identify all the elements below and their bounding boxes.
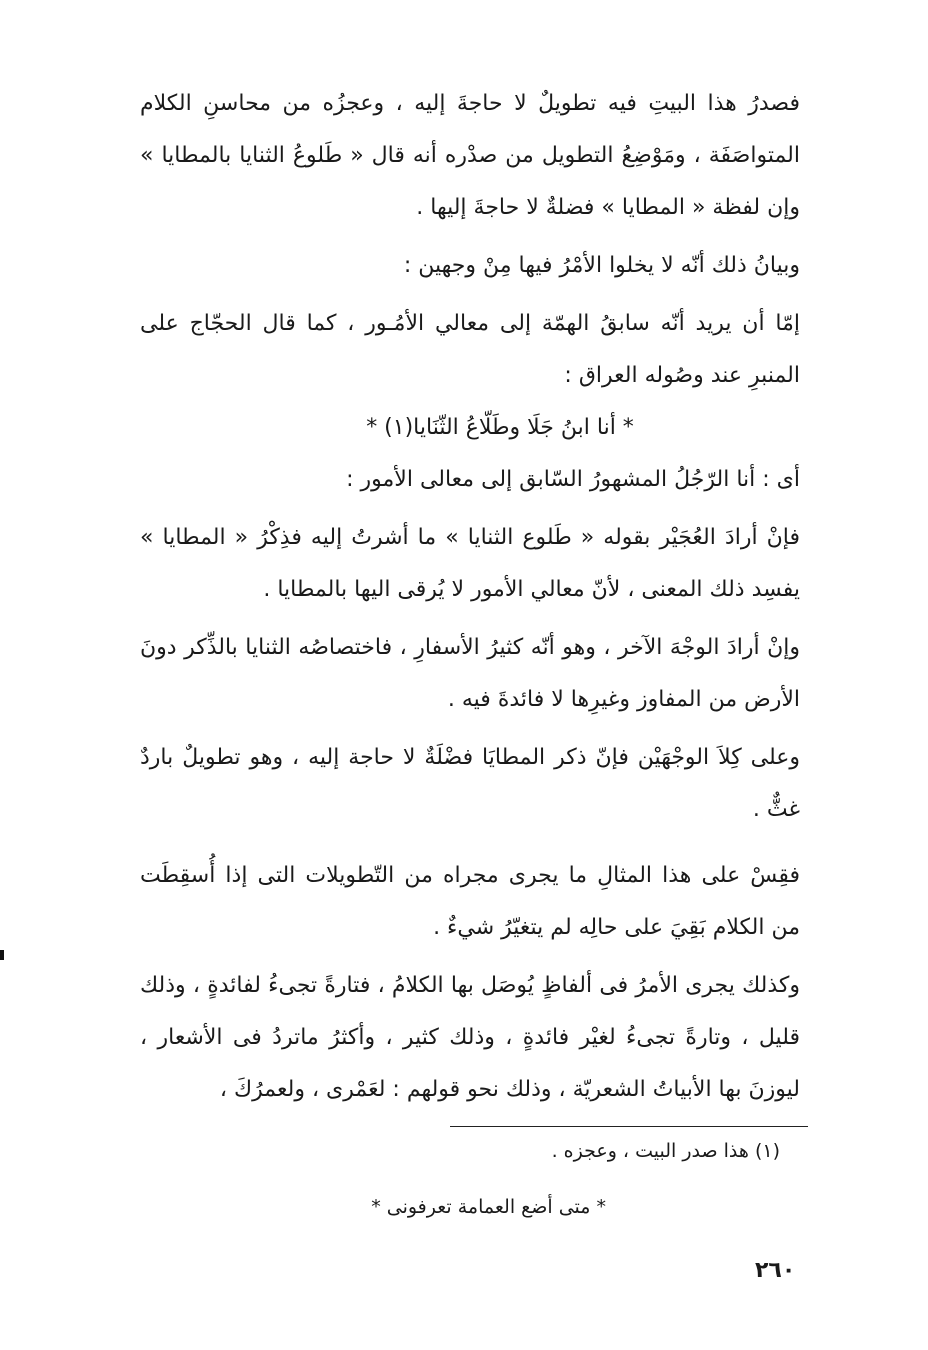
paragraph-8: فقِسْ على هذا المثالِ ما يجرى مجراه من التّطويلات التى إذا أُسقِطَت من الكلام بَقِيَ على حالِه لم يتغيّرُ شيءٌ . [140, 863, 800, 940]
paragraph-9: وكذلك يجرى الأمرُ فى ألفاظٍ يُوصَل بها الكلامُ ، فتارةً تجىءُ لفائدةٍ ، وذلك قليل ، وتارةً تجىءُ لغيْر فائدةٍ ، وذلك كثير ، وأكثرُ ماتردُ فى الأشعار ، ليوزنَ بها الأبياتُ الشعريّة ، وذلك نحو قولهم : لعَمْرى ، ولعمرُكَ ، [140, 973, 800, 1102]
paragraph-1: فصدرُ هذا البيتِ فيه تطويلٌ لا حاجةَ إليه ، وعجزُه من محاسنِ الكلام المتواصَفَة ، ومَوْضِعُ التطويل من صدْره أنه قال « طَلوعُ الثنايا بالمطايا » وإن لفظة « المطايا » فضلةٌ لا حاجةَ إليها . [140, 91, 800, 220]
footnote-2: * متى أضع العمامة تعرفونى * [371, 1196, 606, 1218]
paragraph-6: وإنْ أرادَ الوجْهَ الآخر ، وهو أنّه كثيرُ الأسفارِ ، فاختصاصُه الثنايا بالذِّكر دونَ الأرض من المفاوز وغيرِها لا فائدةَ فيه . [140, 635, 800, 712]
paragraph-7: وعلى كِلاَ الوجْهَيْن فإنّ ذكر المطايَا فضْلَةٌ لا حاجة إليه ، وهو تطويلٌ باردٌ غثٌّ . [140, 745, 800, 822]
margin-mark [0, 950, 4, 960]
paragraph-3: إمّا أن يريد أنّه سابقُ الهمّة إلى معالي الأمُـور ، كما قال الحجّاج على المنبرِ عند وصُوله العراق : [140, 311, 800, 388]
paragraph-2: وبيانُ ذلك أنّه لا يخلوا الأمْرُ فيها مِنْ وجهين : [403, 253, 800, 278]
footnote-1: (١) هذا صدر البيت ، وعجزه . [551, 1140, 780, 1162]
paragraph-5: فإنْ أرادَ العُجَيْر بقوله « طَلوع الثنايا » ما أشرتُ إليه فذِكْرُ « المطايا » يفسِد ذلك المعنى ، لأنّ معالي الأمور لا يُرقى اليها بالمطايا . [140, 525, 800, 602]
footnote-divider [450, 1126, 808, 1127]
verse-line: * أنا ابنُ جَلَا وطَلّاعُ الثّنَايا(١) * [366, 415, 634, 440]
main-text [140, 78, 800, 1116]
paragraph-4: أى : أنا الرّجُلُ المشهورُ السّابق إلى معالى الأمور : [346, 467, 800, 492]
page-number: ٢٦٠ [755, 1258, 796, 1283]
